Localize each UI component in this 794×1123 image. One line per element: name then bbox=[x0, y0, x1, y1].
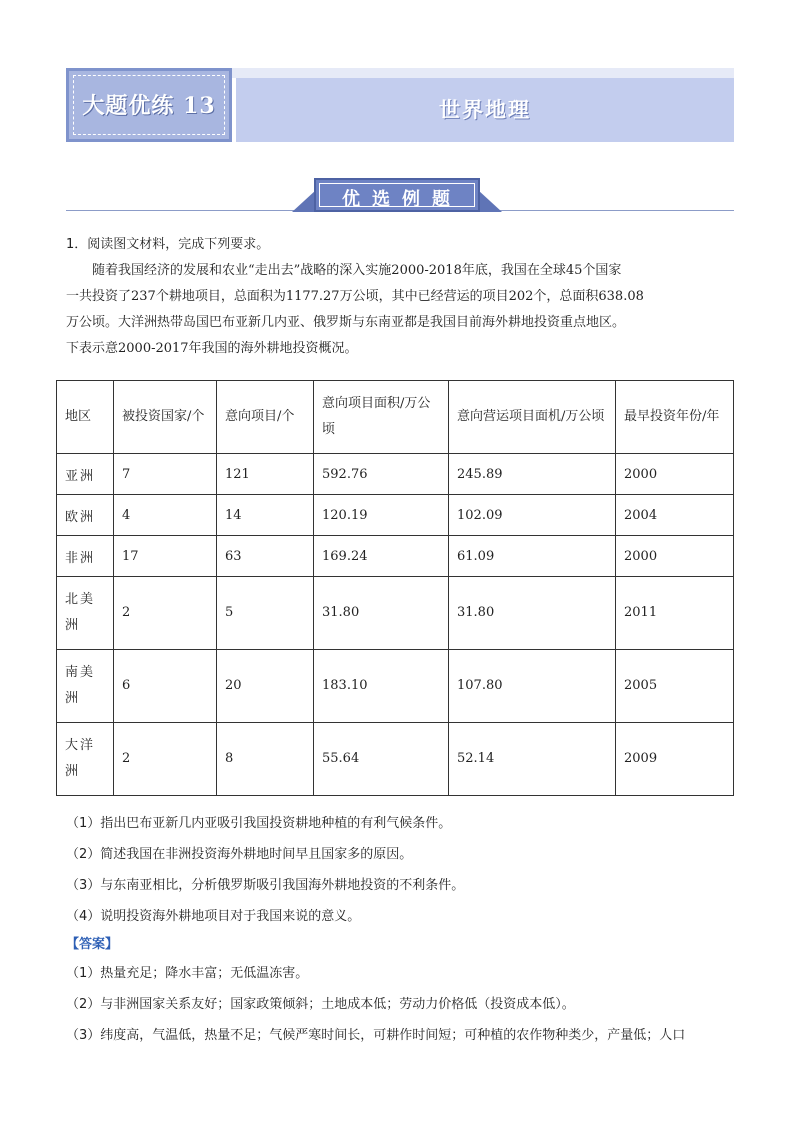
table-cell: 245.89 bbox=[449, 454, 616, 495]
table-cell: 5 bbox=[217, 577, 314, 650]
table-cell: 2005 bbox=[616, 650, 734, 723]
table-cell: 107.80 bbox=[449, 650, 616, 723]
table-cell: 31.80 bbox=[449, 577, 616, 650]
section-title: 优选例题 bbox=[342, 189, 462, 210]
answer-line: （1）热量充足；降水丰富；无低温冻害。 bbox=[66, 966, 309, 981]
table-cell: 17 bbox=[114, 536, 217, 577]
badge-right-ribbon bbox=[478, 190, 502, 212]
answer-list bbox=[66, 958, 738, 1051]
subquestion: （3）与东南亚相比，分析俄罗斯吸引我国海外耕地投资的不利条件。 bbox=[66, 878, 465, 893]
material-line: 万公顷。大洋洲热带岛国巴布亚新几内亚、俄罗斯与东南亚都是我国目前海外耕地投资重点地区。 bbox=[66, 315, 626, 330]
table-cell: 7 bbox=[114, 454, 217, 495]
table-cell: 南美洲 bbox=[57, 650, 114, 723]
table-cell: 亚洲 bbox=[57, 454, 114, 495]
table-cell: 169.24 bbox=[314, 536, 449, 577]
header-cell: 意向项目面积/万公顷 bbox=[314, 381, 449, 454]
table-cell: 20 bbox=[217, 650, 314, 723]
subquestion: （4）说明投资海外耕地项目对于我国来说的意义。 bbox=[66, 909, 361, 924]
table-header-row bbox=[57, 381, 734, 454]
section-badge bbox=[292, 178, 502, 212]
table-cell: 102.09 bbox=[449, 495, 616, 536]
table-cell: 120.19 bbox=[314, 495, 449, 536]
table-cell: 183.10 bbox=[314, 650, 449, 723]
header-cell: 意向营运项目面机/万公顷 bbox=[449, 381, 616, 454]
table-row bbox=[57, 723, 734, 796]
material-line: 一共投资了237个耕地项目，总面积为1177.27万公顷，其中已经营运的项目202个，总面积638.08 bbox=[66, 289, 644, 304]
table-cell: 14 bbox=[217, 495, 314, 536]
banner-right-title: 世界地理 bbox=[439, 98, 531, 122]
table-cell: 非洲 bbox=[57, 536, 114, 577]
table-cell: 52.14 bbox=[449, 723, 616, 796]
table-row bbox=[57, 495, 734, 536]
question-intro: 1．阅读图文材料，完成下列要求。 bbox=[66, 237, 270, 252]
table-row bbox=[57, 454, 734, 495]
subquestion: （2）简述我国在非洲投资海外耕地时间早且国家多的原因。 bbox=[66, 847, 413, 862]
table-cell: 592.76 bbox=[314, 454, 449, 495]
header-cell: 最早投资年份/年 bbox=[616, 381, 734, 454]
table-cell: 大洋洲 bbox=[57, 723, 114, 796]
table-cell: 2 bbox=[114, 577, 217, 650]
table-cell: 121 bbox=[217, 454, 314, 495]
banner-right-box bbox=[236, 78, 734, 142]
table-row bbox=[57, 650, 734, 723]
table-cell: 6 bbox=[114, 650, 217, 723]
badge-left-ribbon bbox=[292, 190, 316, 212]
header-cell: 意向项目/个 bbox=[217, 381, 314, 454]
material-line: 下表示意2000-2017年我国的海外耕地投资概况。 bbox=[66, 341, 358, 356]
material-line: 随着我国经济的发展和农业“走出去”战略的深入实施2000-2018年底，我国在全球45个国家 bbox=[92, 263, 622, 278]
table-row bbox=[57, 577, 734, 650]
table-row bbox=[57, 536, 734, 577]
badge-box bbox=[314, 178, 480, 212]
question-material bbox=[66, 258, 736, 362]
header-cell: 被投资国家/个 bbox=[114, 381, 217, 454]
answer-label: 【答案】 bbox=[66, 937, 119, 952]
table-cell: 8 bbox=[217, 723, 314, 796]
table-cell: 61.09 bbox=[449, 536, 616, 577]
table-cell: 31.80 bbox=[314, 577, 449, 650]
answer-line: （3）纬度高，气温低，热量不足；气候严寒时间长，可耕作时间短；可种植的农作物种类少，产量低；人口 bbox=[66, 1028, 686, 1043]
table-cell: 55.64 bbox=[314, 723, 449, 796]
table-cell: 2000 bbox=[616, 454, 734, 495]
answer-line: （2）与非洲国家关系友好；国家政策倾斜；土地成本低；劳动力价格低（投资成本低）。 bbox=[66, 997, 575, 1012]
table-cell: 2004 bbox=[616, 495, 734, 536]
table-cell: 4 bbox=[114, 495, 217, 536]
table-cell: 2011 bbox=[616, 577, 734, 650]
table-cell: 2 bbox=[114, 723, 217, 796]
table-cell: 2000 bbox=[616, 536, 734, 577]
header-cell: 地区 bbox=[57, 381, 114, 454]
table-cell: 欧洲 bbox=[57, 495, 114, 536]
banner-left-box bbox=[66, 68, 232, 142]
investment-table bbox=[56, 380, 734, 796]
banner-left-title: 大题优练 13 bbox=[82, 93, 216, 119]
table-cell: 2009 bbox=[616, 723, 734, 796]
header-banner bbox=[66, 68, 734, 142]
table-cell: 63 bbox=[217, 536, 314, 577]
subquestion: （1）指出巴布亚新几内亚吸引我国投资耕地种植的有利气候条件。 bbox=[66, 816, 452, 831]
table-cell: 北美洲 bbox=[57, 577, 114, 650]
subquestion-list bbox=[66, 808, 464, 932]
